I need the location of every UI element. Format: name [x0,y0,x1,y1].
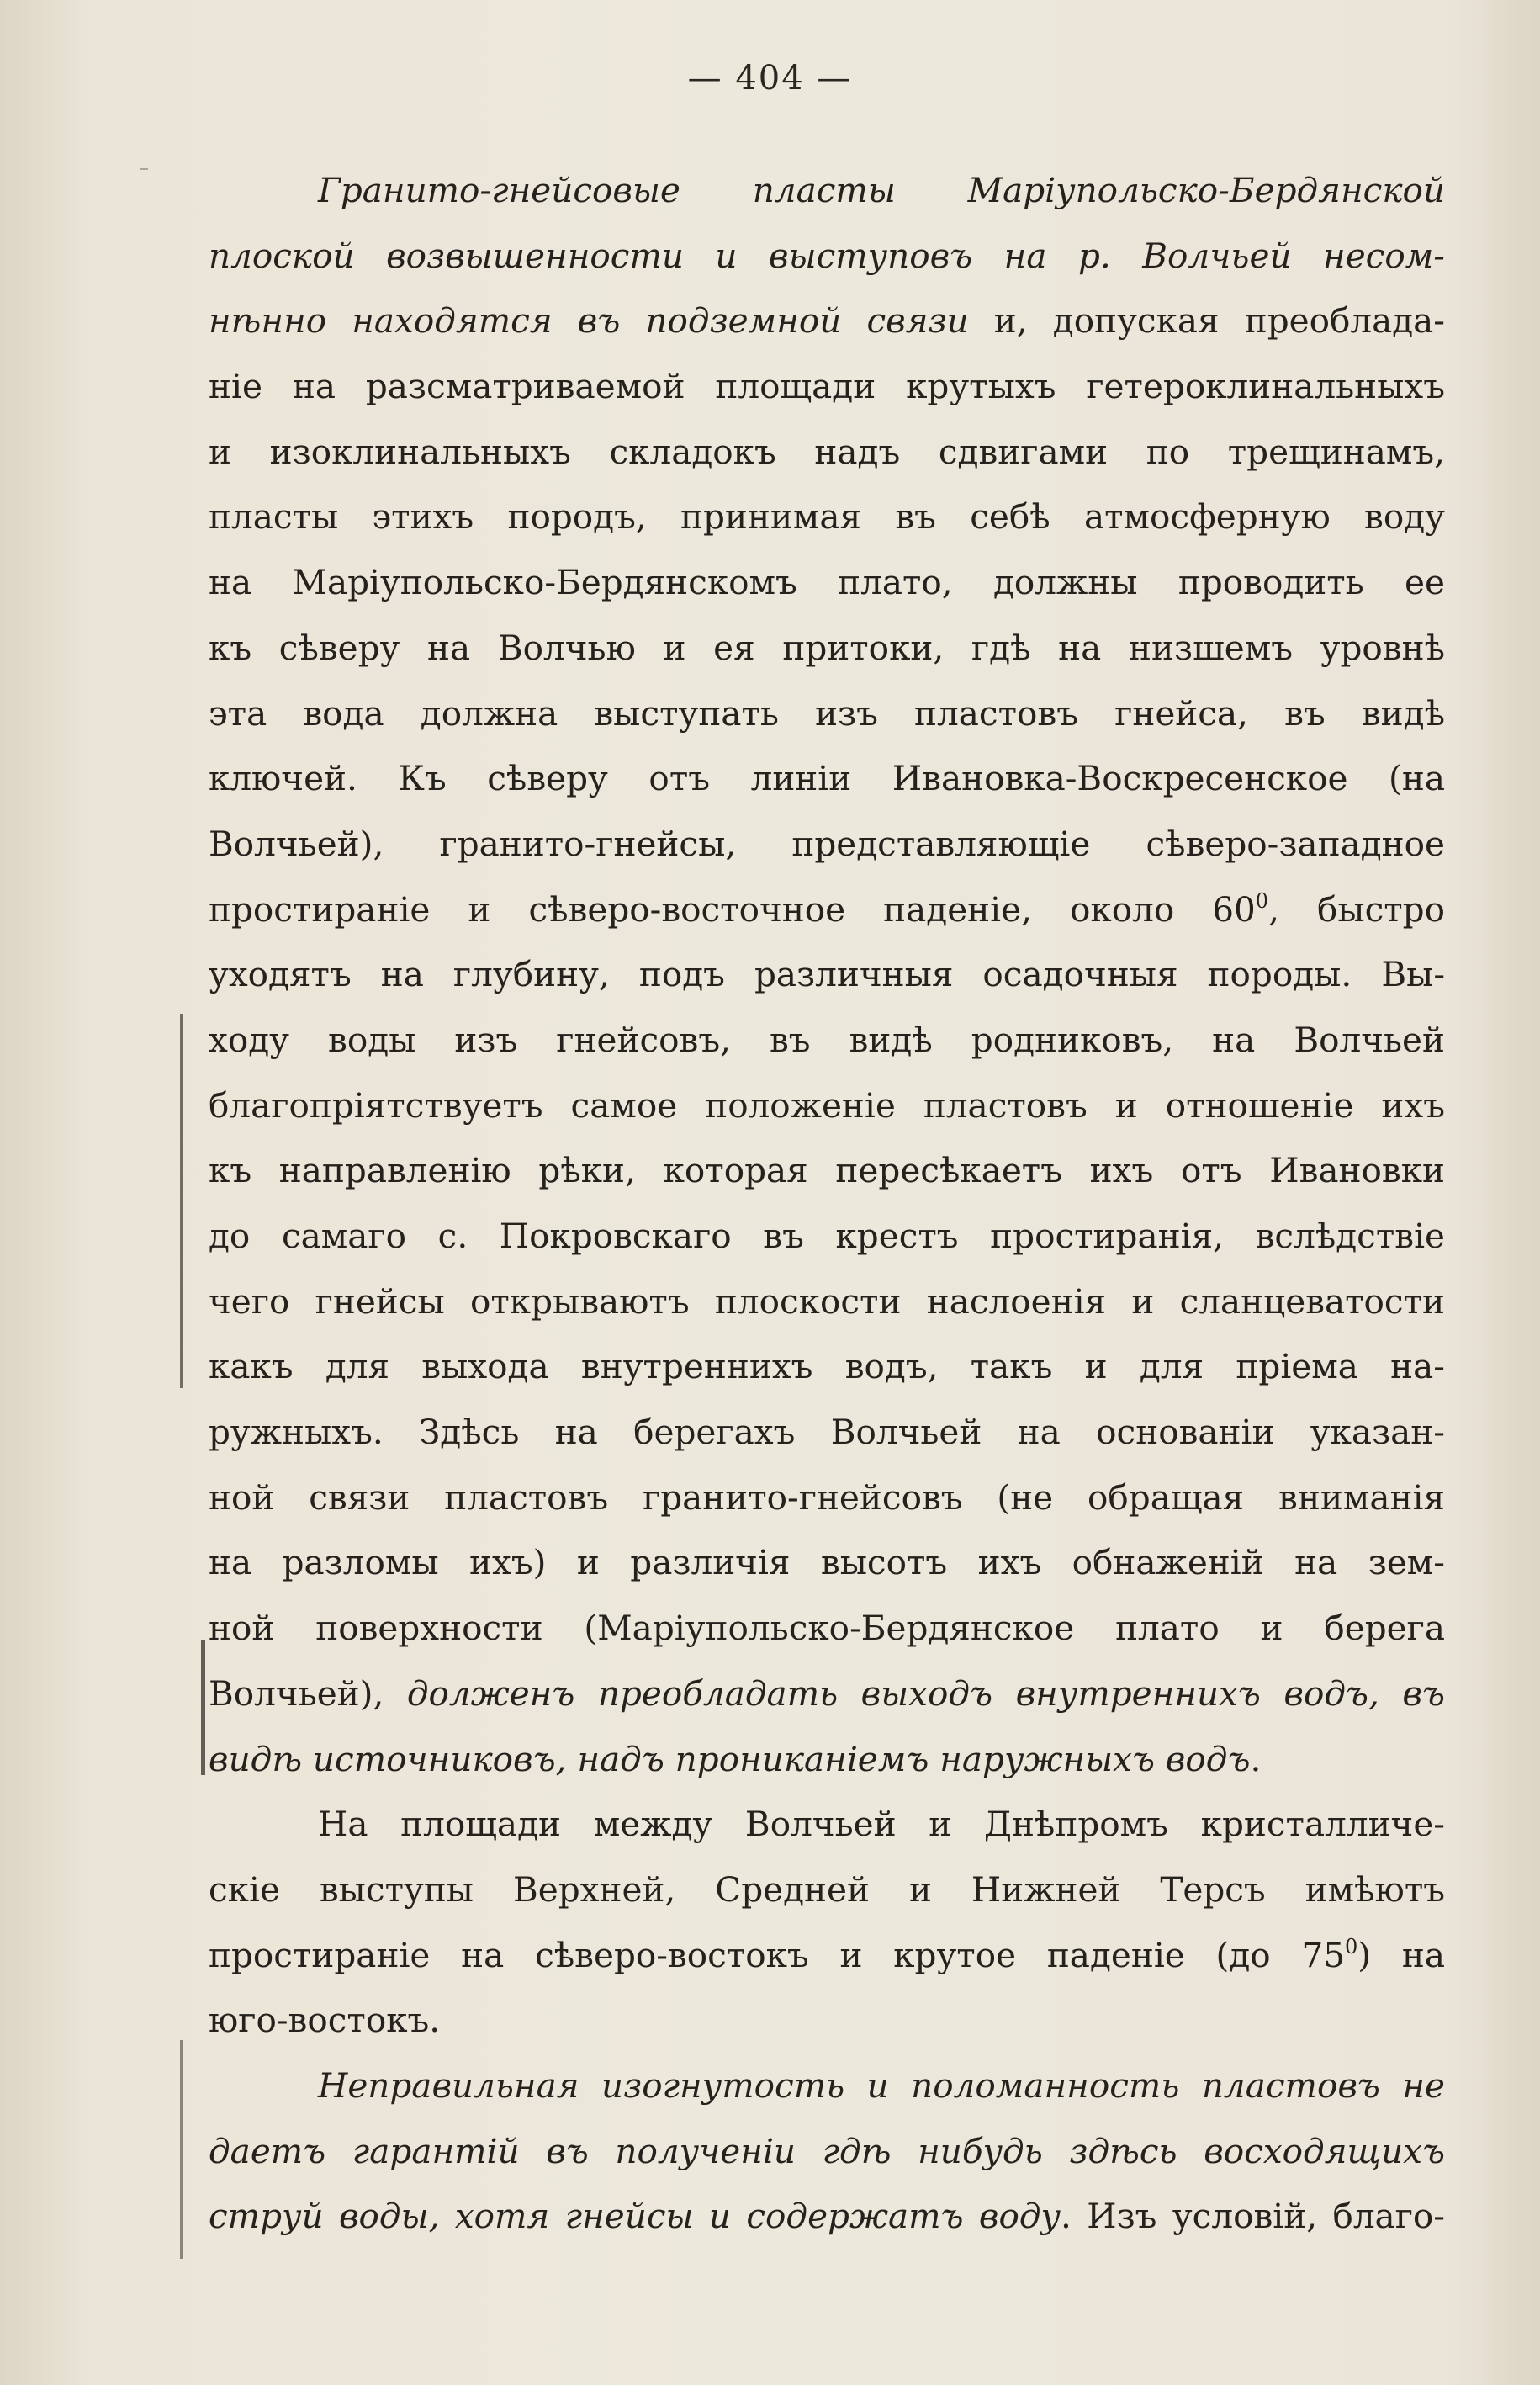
margin-pencil-mark [201,1640,205,1775]
superscript: 0 [1255,888,1269,913]
text-line: къ направленію рѣки, которая пересѣкаетъ ихъ отъ Ивановки [209,1150,1445,1191]
text-line: пласты этихъ породъ, принимая въ себѣ атмосферную воду [209,496,1445,538]
text-line: ной поверхности (Маріупольско-Бердянское плато и берега [209,1608,1445,1649]
margin-pencil-mark [180,1014,183,1388]
text-line: ходу воды изъ гнейсовъ, въ видѣ родниковъ, на Волчьей [209,1019,1445,1060]
text-line: даетъ гарантій въ полученіи гдѣ нибудь здѣсь восходящихъ [209,2130,1445,2171]
text-line: На площади между Волчьей и Днѣпромъ кристалличе- [318,1804,1445,1845]
text-line: простираніе и сѣверо-восточное паденіе, около $60^0$, быстро [209,888,1445,930]
text-line [209,158,1445,224]
text-line: струй воды, хотя гнейсы и содержатъ воду. Изъ условій, благо- [209,2196,1445,2237]
text-line: Волчьей), долженъ преобладать выходъ внутреннихъ водъ, въ [209,1672,1445,1714]
text-line: эта вода должна выступать изъ пластовъ гнейса, въ видѣ [209,692,1445,734]
text-line: на разломы ихъ) и различія высотъ ихъ обнаженій на зем- [209,1542,1445,1583]
superscript: 0 [1345,1934,1358,1958]
text-line: чего гнейсы открываютъ плоскости наслоенія и сланцеватости [209,1280,1445,1322]
text-line: Неправильная изогнутость и поломанность пластовъ не [318,2064,1445,2106]
text-line: благопріятствуетъ самое положеніе пластовъ и отношеніе ихъ [209,1084,1445,1126]
text-line: какъ для выхода внутреннихъ водъ, такъ и для пріема на- [209,1346,1445,1387]
text-line: ной связи пластовъ гранито-гнейсовъ (не обращая вниманія [209,1476,1445,1518]
italic-text: Гранито-гнейсовые пласты Маріупольско-Бердянской [318,170,1445,210]
text-line: ключей. Къ сѣверу отъ линіи Ивановка-Воскресенское (на [209,758,1445,799]
margin-pencil-mark [180,2040,183,2259]
text-line: уходятъ на глубину, подъ различныя осадочныя породы. Вы- [209,954,1445,995]
text-line: до самаго с. Покровскаго въ крестъ простиранія, вслѣдствіе [209,1216,1445,1256]
text-line: плоской возвышенности и выступовъ на р. Волчьей несом- [209,235,1445,276]
text-line: и изоклинальныхъ складокъ надъ сдвигами по трещинамъ, [209,431,1445,472]
text-line: скіе выступы Верхней, Средней и Нижней Терсъ имѣютъ [209,1868,1445,1910]
text-line: ніе на разсматриваемой площади крутыхъ гетероклинальныхъ [209,366,1445,407]
text-line: на Маріупольско-Бердянскомъ плато, должны проводить ее [209,562,1445,603]
page-number: — 404 — [687,59,853,98]
text-line: Волчьей), гранито-гнейсы, представляющіе сѣверо-западное [209,823,1445,864]
body-text [209,158,1445,2250]
text-line: ружныхъ. Здѣсь на берегахъ Волчьей на основаніи указан- [209,1412,1445,1453]
margin-pencil-mark [140,168,148,170]
text-line: простираніе на сѣверо-востокъ и крутое паденіе (до $75^0$) на [209,1934,1445,1975]
text-line: нѣнно находятся въ подземной связи и, допуская преоблада- [209,300,1445,342]
text-line: видѣ источниковъ, надъ прониканіемъ наружныхъ водъ. [209,1738,1262,1779]
text-line: къ сѣверу на Волчью и ея притоки, гдѣ на низшемъ уровнѣ [209,627,1445,668]
text-line: юго-востокъ. [209,2000,441,2041]
